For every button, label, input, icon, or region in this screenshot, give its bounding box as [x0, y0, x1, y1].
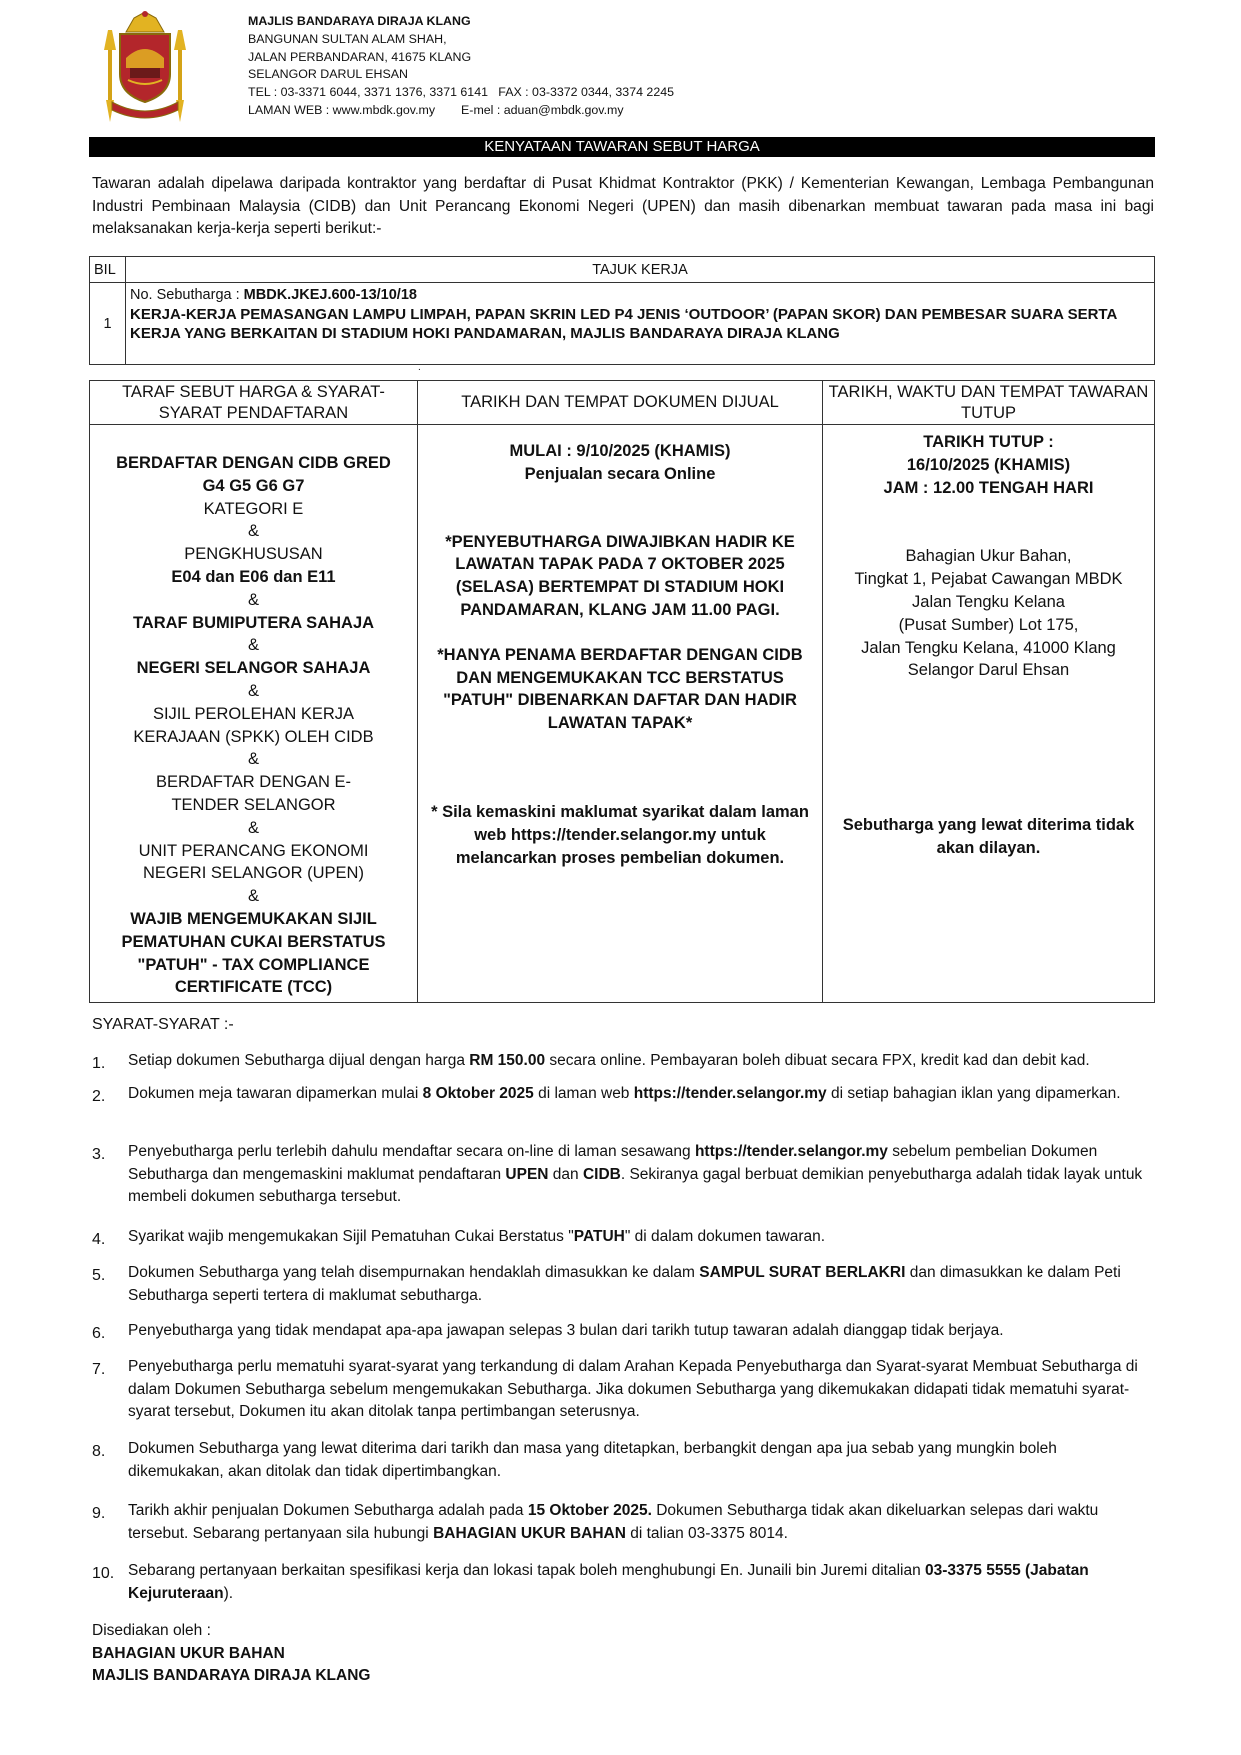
amp: &	[247, 750, 259, 769]
details-table	[89, 380, 1155, 1003]
work-title-table	[89, 256, 1155, 365]
mbdk-crest-icon	[104, 10, 186, 122]
notice-title: KENYATAAN TAWARAN SEBUT HARGA	[89, 137, 1155, 157]
closing-address	[823, 545, 1154, 682]
late-note: Sebutharga yang lewat diterima tidak akan dilayan.	[842, 816, 1135, 857]
prepared-by	[92, 1620, 370, 1688]
col-closing-header: TARIKH, WAKTU DAN TEMPAT TAWARAN TUTUP	[823, 381, 1155, 425]
amp: &	[247, 887, 259, 906]
col-document-sale-header: TARIKH DAN TEMPAT DOKUMEN DIJUAL	[418, 381, 823, 425]
amp: &	[247, 590, 259, 609]
closing-label: TARIKH TUTUP :	[923, 433, 1054, 451]
intro-paragraph: Tawaran adalah dipelawa daripada kontraktor yang berdaftar di Pusat Khidmat Kontraktor (PKK) / Kementerian Kewangan, Lembaga Pembangunan Industri Pembinaan Malaysia (CIDB) dan Unit Perancang Ekonomi Negeri (UPEN) dan masih dibenarkan membuat tawaran pada masa ini bagi melaksanakan kerja-kerja seperti berikut:-	[92, 175, 1154, 237]
req-specialisation: E04 dan E06 dan E11	[171, 567, 336, 586]
org-name: MAJLIS BANDARAYA DIRAJA KLANG	[248, 14, 471, 28]
quotation-ref	[130, 286, 1150, 304]
req-tcc: WAJIB MENGEMUKAKAN SIJIL PEMATUHAN CUKAI BERSTATUS "PATUH" - TAX COMPLIANCE CERTIFICATE (TCC)	[121, 909, 386, 997]
col-bil-header: BIL	[90, 257, 126, 283]
ref-label: No. Sebutharga :	[130, 287, 244, 303]
letterhead	[104, 10, 1154, 128]
amp: &	[247, 681, 259, 700]
email-link[interactable]: E-mel : aduan@mbdk.gov.my	[461, 102, 624, 117]
req-specialisation-label: PENGKHUSUSAN	[184, 545, 323, 564]
address-line: Jalan Tengku Kelana, 41000 Klang	[861, 638, 1116, 657]
update-note: * Sila kemaskini maklumat syarikat dalam laman web https://tender.selangor.my untuk melancarkan proses pembelian dokumen.	[431, 803, 809, 867]
req-selangor: NEGERI SELANGOR SAHAJA	[136, 659, 371, 678]
web-email	[248, 102, 674, 120]
document-sale-cell	[418, 425, 823, 1003]
prepared-org: MAJLIS BANDARAYA DIRAJA KLANG	[92, 1667, 371, 1685]
closing-cell	[823, 425, 1155, 1003]
col-requirements-header: TARAF SEBUT HARGA & SYARAT-SYARAT PENDAFTARAN	[90, 381, 418, 425]
closing-time: JAM : 12.00 TENGAH HARI	[883, 478, 1094, 497]
organisation-details	[248, 13, 674, 120]
work-cell	[126, 283, 1155, 365]
req-bumiputera: TARAF BUMIPUTERA SAHAJA	[132, 613, 375, 632]
eligibility-note: *HANYA PENAMA BERDAFTAR DENGAN CIDB DAN MENGEMUKAKAN TCC BERSTATUS "PATUH" DIBENARKAN DAFTAR DAN HADIR LAWATAN TAPAK*	[437, 645, 803, 733]
req-category: KATEGORI E	[203, 499, 304, 518]
prepared-label: Disediakan oleh :	[92, 1622, 211, 1639]
address-line: Selangor Darul Ehsan	[907, 661, 1070, 680]
website-link[interactable]: LAMAN WEB : www.mbdk.gov.my	[248, 102, 436, 117]
address-line: (Pusat Sumber) Lot 175,	[898, 615, 1079, 634]
amp: &	[247, 636, 259, 655]
conditions-title: SYARAT-SYARAT :-	[92, 1016, 234, 1033]
req-etender: BERDAFTAR DENGAN E-TENDER SELANGOR	[156, 773, 351, 814]
address-line: Jalan Tengku Kelana	[912, 592, 1065, 611]
req-upen: UNIT PERANCANG EKONOMI NEGERI SELANGOR (UPEN)	[138, 841, 369, 883]
amp: &	[247, 818, 259, 837]
ref-number: MBDK.JKEJ.600-13/10/18	[243, 287, 417, 303]
work-description: KERJA-KERJA PEMASANGAN LAMPU LIMPAH, PAPAN SKRIN LED P4 JENIS ‘OUTDOOR’ (PAPAN SKOR) DAN PEMBESAR SUARA SERTA KERJA YANG BERKAITAN DI STADIUM HOKI PANDAMARAN, MAJLIS BANDARAYA DIRAJA KLANG	[130, 306, 1117, 342]
site-visit-note: *PENYEBUTHARGA DIWAJIBKAN HADIR KE LAWATAN TAPAK PADA 7 OKTOBER 2025 (SELASA) BERTEMPAT DI STADIUM HOKI PANDAMARAN, KLANG JAM 11.00 PAGI.	[445, 532, 795, 619]
sale-start: MULAI : 9/10/2025 (KHAMIS)	[509, 442, 731, 460]
req-cidb: BERDAFTAR DENGAN CIDB GRED	[116, 454, 391, 472]
prepared-dept: BAHAGIAN UKUR BAHAN	[92, 1644, 285, 1662]
tel-fax: TEL : 03-3371 6044, 3371 1376, 3371 6141 FAX : 03-3372 0344, 3374 2245	[248, 85, 674, 100]
col-tajuk-header: TAJUK KERJA	[126, 257, 1155, 283]
address-line: Bahagian Ukur Bahan,	[905, 547, 1072, 566]
address-line: SELANGOR DARUL EHSAN	[248, 67, 408, 82]
separator-dot: .	[418, 362, 421, 373]
requirements-cell	[90, 425, 418, 1003]
table-row	[90, 283, 1155, 365]
address-line: BANGUNAN SULTAN ALAM SHAH,	[248, 31, 447, 46]
amp: &	[247, 522, 259, 541]
address-line: JALAN PERBANDARAN, 41675 KLANG	[248, 49, 472, 64]
row-number: 1	[90, 283, 126, 365]
req-grade: G4 G5 G6 G7	[202, 476, 305, 495]
sale-online: Penjualan secara Online	[524, 464, 716, 483]
req-spkk: SIJIL PEROLEHAN KERJA KERAJAAN (SPKK) OLEH CIDB	[133, 704, 374, 746]
address-line: Tingkat 1, Pejabat Cawangan MBDK	[854, 570, 1123, 589]
closing-date: 16/10/2025 (KHAMIS)	[906, 455, 1071, 474]
